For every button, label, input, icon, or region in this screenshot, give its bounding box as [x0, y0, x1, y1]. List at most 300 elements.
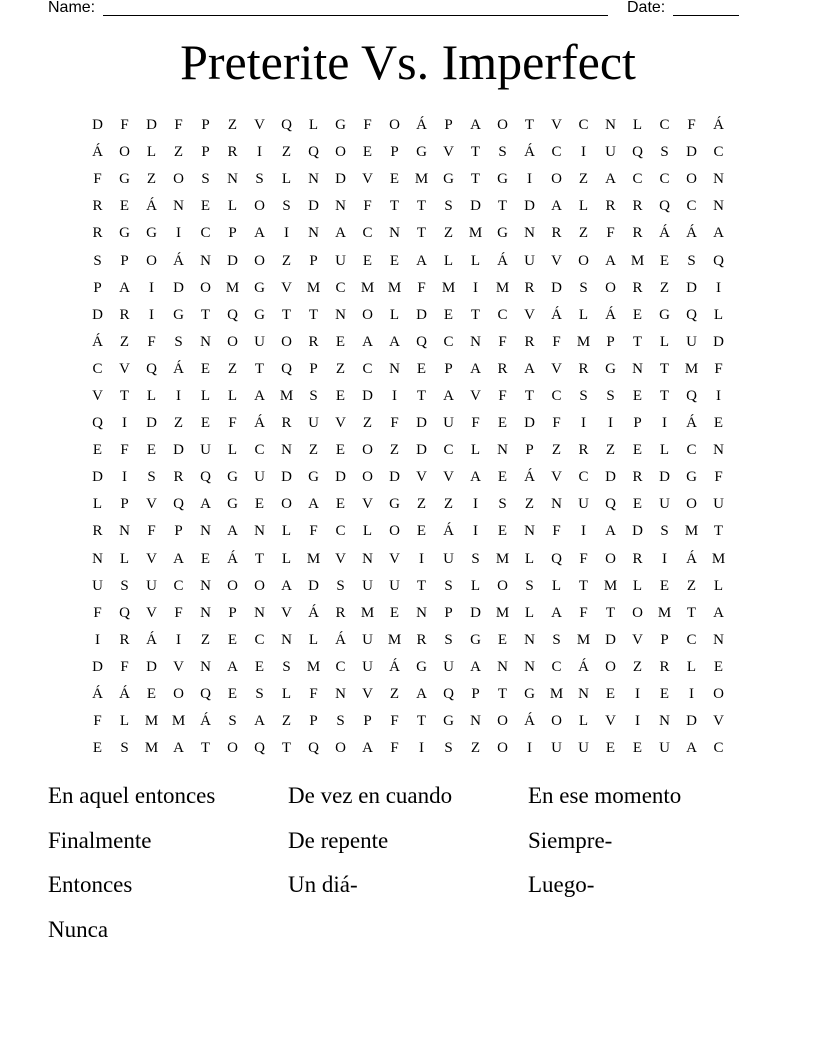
grid-letter: T: [416, 225, 427, 242]
grid-letter: Q: [713, 252, 724, 269]
grid-letter: V: [119, 360, 130, 377]
grid-letter: Z: [443, 496, 454, 513]
grid-letter: I: [662, 415, 667, 432]
grid-letter: O: [605, 550, 616, 567]
grid-letter: T: [308, 306, 319, 323]
grid-letter: O: [119, 144, 130, 161]
grid-letter: R: [578, 360, 589, 377]
grid-letter: O: [497, 740, 508, 757]
grid-letter: T: [416, 577, 427, 594]
grid-letter: N: [524, 523, 535, 540]
grid-letter: O: [335, 740, 346, 757]
grid-letter: E: [200, 415, 211, 432]
grid-letter: I: [149, 279, 154, 296]
grid-letter: E: [389, 171, 400, 188]
grid-letter: F: [714, 469, 723, 486]
grid-letter: C: [551, 387, 562, 404]
grid-letter: U: [578, 496, 589, 513]
grid-letter: F: [390, 740, 399, 757]
grid-letter: O: [497, 117, 508, 134]
grid-letter: S: [309, 387, 318, 404]
grid-letter: T: [632, 333, 643, 350]
grid-letter: G: [470, 631, 481, 648]
grid-letter: S: [120, 577, 129, 594]
grid-letter: M: [144, 740, 159, 757]
grid-letter: N: [524, 225, 535, 242]
grid-letter: P: [363, 713, 372, 730]
grid-letter: N: [470, 333, 481, 350]
grid-letter: A: [416, 686, 427, 703]
grid-letter: R: [551, 225, 562, 242]
grid-letter: L: [578, 198, 589, 215]
grid-letter: G: [119, 171, 130, 188]
grid-letter: R: [173, 469, 184, 486]
grid-letter: C: [578, 117, 589, 134]
grid-letter: O: [632, 604, 643, 621]
grid-letter: E: [713, 415, 724, 432]
grid-letter: Á: [92, 144, 103, 161]
grid-letter: E: [497, 469, 508, 486]
grid-letter: N: [335, 686, 346, 703]
grid-letter: Z: [578, 171, 589, 188]
grid-letter: V: [443, 469, 454, 486]
grid-letter: Á: [92, 686, 103, 703]
grid-letter: F: [552, 523, 561, 540]
grid-letter: P: [93, 279, 102, 296]
grid-letter: E: [92, 442, 103, 459]
grid-letter: O: [200, 279, 211, 296]
grid-letter: N: [335, 306, 346, 323]
grid-letter: Q: [308, 740, 319, 757]
grid-letter: M: [684, 360, 699, 377]
grid-letter: M: [549, 686, 564, 703]
grid-letter: O: [578, 252, 589, 269]
grid-letter: S: [174, 333, 183, 350]
grid-letter: N: [713, 442, 724, 459]
grid-letter: F: [498, 333, 507, 350]
word-list-item: De vez en cuando: [288, 783, 453, 808]
grid-letter: P: [201, 117, 210, 134]
grid-letter: C: [92, 360, 103, 377]
grid-letter: Á: [524, 144, 535, 161]
grid-letter: F: [93, 171, 102, 188]
grid-letter: N: [281, 631, 292, 648]
grid-letter: T: [713, 523, 724, 540]
grid-letter: P: [174, 523, 183, 540]
grid-letter: F: [606, 225, 615, 242]
grid-letter: C: [578, 469, 589, 486]
grid-letter: O: [173, 171, 184, 188]
grid-letter: V: [713, 713, 724, 730]
grid-letter: S: [552, 631, 561, 648]
grid-letter: D: [551, 279, 562, 296]
grid-letter: U: [335, 252, 346, 269]
grid-letter: R: [632, 225, 643, 242]
grid-letter: F: [552, 333, 561, 350]
grid-letter: N: [200, 252, 211, 269]
grid-letter: V: [335, 415, 346, 432]
grid-letter: N: [308, 171, 319, 188]
grid-letter: L: [227, 442, 238, 459]
grid-letter: N: [308, 225, 319, 242]
grid-letter: V: [551, 469, 562, 486]
grid-letter: S: [579, 279, 588, 296]
grid-letter: P: [228, 604, 237, 621]
grid-letter: L: [281, 171, 292, 188]
grid-letter: E: [443, 306, 454, 323]
grid-letter: F: [147, 333, 156, 350]
grid-letter: Z: [578, 225, 589, 242]
grid-letter: I: [716, 387, 721, 404]
grid-letter: A: [119, 279, 130, 296]
grid-letter: D: [524, 415, 535, 432]
grid-letter: Q: [551, 550, 562, 567]
grid-letter: R: [281, 415, 292, 432]
grid-letter: R: [524, 333, 535, 350]
header: [0, 0, 816, 20]
grid-letter: F: [471, 415, 480, 432]
grid-letter: Z: [362, 415, 373, 432]
grid-letter: C: [362, 225, 373, 242]
grid-letter: O: [254, 198, 265, 215]
grid-letter: D: [335, 171, 346, 188]
grid-letter: Z: [308, 442, 319, 459]
grid-letter: V: [335, 550, 346, 567]
grid-letter: L: [146, 387, 157, 404]
grid-letter: P: [309, 360, 318, 377]
grid-letter: M: [306, 658, 321, 675]
grid-letter: L: [659, 333, 670, 350]
grid-letter: O: [551, 713, 562, 730]
grid-letter: N: [713, 631, 724, 648]
grid-letter: G: [227, 496, 238, 513]
grid-letter: E: [497, 415, 508, 432]
grid-letter: G: [659, 306, 670, 323]
grid-letter: N: [578, 686, 589, 703]
grid-letter: I: [635, 686, 640, 703]
grid-letter: G: [254, 306, 265, 323]
grid-letter: V: [551, 252, 562, 269]
grid-letter: S: [147, 469, 156, 486]
grid-letter: E: [335, 442, 346, 459]
grid-letter: G: [605, 360, 616, 377]
grid-letter: Á: [551, 306, 562, 323]
grid-letter: O: [551, 171, 562, 188]
grid-letter: E: [632, 387, 643, 404]
grid-letter: R: [92, 225, 103, 242]
grid-letter: S: [444, 577, 453, 594]
grid-letter: Á: [524, 713, 535, 730]
grid-letter: I: [176, 387, 181, 404]
grid-letter: A: [362, 740, 373, 757]
grid-letter: C: [686, 442, 697, 459]
grid-letter: I: [527, 740, 532, 757]
grid-letter: R: [659, 658, 670, 675]
grid-letter: P: [444, 604, 453, 621]
grid-letter: E: [254, 658, 265, 675]
grid-letter: Á: [335, 631, 346, 648]
grid-letter: O: [686, 496, 697, 513]
grid-letter: M: [225, 279, 240, 296]
grid-letter: S: [93, 252, 102, 269]
grid-letter: L: [362, 523, 373, 540]
grid-letter: D: [713, 333, 724, 350]
grid-letter: M: [387, 279, 402, 296]
grid-letter: C: [713, 740, 724, 757]
grid-letter: I: [581, 415, 586, 432]
grid-letter: E: [362, 252, 373, 269]
grid-letter: A: [713, 604, 724, 621]
grid-letter: M: [360, 279, 375, 296]
grid-letter: F: [174, 117, 183, 134]
grid-letter: I: [392, 387, 397, 404]
grid-letter: R: [605, 198, 616, 215]
grid-letter: V: [551, 360, 562, 377]
grid-letter: D: [173, 442, 184, 459]
grid-letter: C: [335, 279, 346, 296]
grid-letter: C: [443, 333, 454, 350]
grid-letter: Q: [686, 387, 697, 404]
grid-letter: Q: [686, 306, 697, 323]
grid-letter: E: [227, 631, 238, 648]
grid-letter: I: [419, 740, 424, 757]
grid-letter: N: [362, 550, 373, 567]
grid-letter: E: [389, 252, 400, 269]
grid-letter: G: [497, 225, 508, 242]
grid-letter: S: [444, 631, 453, 648]
grid-letter: I: [608, 415, 613, 432]
grid-letter: Á: [173, 252, 184, 269]
grid-letter: M: [306, 279, 321, 296]
grid-letter: D: [92, 306, 103, 323]
grid-letter: Z: [389, 686, 400, 703]
grid-letter: N: [200, 523, 211, 540]
grid-letter: I: [716, 279, 721, 296]
grid-letter: L: [470, 577, 481, 594]
grid-letter: O: [497, 713, 508, 730]
grid-letter: O: [281, 496, 292, 513]
grid-letter: R: [632, 550, 643, 567]
grid-letter: R: [632, 198, 643, 215]
grid-letter: L: [281, 523, 292, 540]
grid-letter: V: [416, 469, 427, 486]
grid-letter: P: [309, 713, 318, 730]
date-blank-line[interactable]: [673, 15, 739, 16]
grid-letter: M: [306, 550, 321, 567]
grid-letter: N: [632, 360, 643, 377]
grid-letter: N: [470, 713, 481, 730]
grid-letter: F: [309, 686, 318, 703]
grid-letter: Z: [281, 144, 292, 161]
grid-letter: E: [713, 658, 724, 675]
grid-letter: N: [227, 171, 238, 188]
name-label: Name:: [48, 0, 96, 16]
grid-letter: L: [470, 442, 481, 459]
grid-letter: Á: [227, 550, 238, 567]
grid-letter: Z: [389, 442, 400, 459]
grid-letter: F: [147, 523, 156, 540]
grid-letter: N: [173, 198, 184, 215]
grid-letter: U: [578, 740, 589, 757]
grid-letter: T: [470, 306, 481, 323]
grid-letter: N: [200, 333, 211, 350]
grid-letter: M: [414, 171, 429, 188]
grid-letter: C: [632, 171, 643, 188]
grid-letter: U: [443, 658, 454, 675]
grid-letter: F: [120, 442, 129, 459]
grid-letter: Q: [200, 686, 211, 703]
grid-letter: Z: [119, 333, 130, 350]
grid-letter: L: [713, 306, 724, 323]
grid-letter: Z: [173, 144, 184, 161]
grid-letter: M: [387, 631, 402, 648]
grid-letter: V: [362, 686, 373, 703]
grid-letter: D: [335, 469, 346, 486]
grid-letter: F: [363, 198, 372, 215]
grid-letter: N: [713, 198, 724, 215]
grid-letter: S: [255, 171, 264, 188]
grid-letter: E: [200, 198, 211, 215]
grid-letter: N: [605, 117, 616, 134]
grid-letter: O: [497, 577, 508, 594]
grid-letter: Á: [686, 415, 697, 432]
grid-letter: L: [470, 252, 481, 269]
grid-letter: Z: [173, 415, 184, 432]
grid-letter: D: [92, 658, 103, 675]
grid-letter: D: [362, 387, 373, 404]
page-title: Preterite Vs. Imperfect: [180, 34, 636, 90]
grid-letter: O: [173, 686, 184, 703]
grid-letter: I: [284, 225, 289, 242]
grid-letter: O: [605, 279, 616, 296]
grid-letter: M: [576, 333, 591, 350]
word-list-item: De repente: [288, 827, 389, 853]
grid-letter: Z: [227, 117, 238, 134]
grid-letter: M: [360, 604, 375, 621]
grid-letter: F: [93, 713, 102, 730]
grid-letter: A: [605, 171, 616, 188]
grid-letter: M: [495, 604, 510, 621]
grid-letter: E: [659, 577, 670, 594]
grid-letter: Q: [443, 686, 454, 703]
grid-letter: Á: [119, 686, 130, 703]
grid-letter: F: [363, 117, 372, 134]
grid-letter: D: [146, 415, 157, 432]
grid-letter: D: [416, 306, 427, 323]
grid-letter: A: [551, 604, 562, 621]
grid-letter: V: [443, 144, 454, 161]
grid-letter: C: [713, 144, 724, 161]
grid-letter: G: [308, 469, 319, 486]
grid-letter: G: [173, 306, 184, 323]
grid-letter: C: [254, 631, 265, 648]
grid-letter: R: [227, 144, 238, 161]
grid-letter: E: [254, 496, 265, 513]
grid-letter: A: [605, 252, 616, 269]
grid-letter: Á: [92, 333, 103, 350]
grid-letter: C: [173, 577, 184, 594]
grid-letter: D: [686, 713, 697, 730]
grid-letter: U: [200, 442, 211, 459]
grid-letter: D: [92, 469, 103, 486]
grid-letter: T: [524, 117, 535, 134]
grid-letter: E: [389, 604, 400, 621]
grid-letter: U: [659, 496, 670, 513]
grid-letter: N: [119, 523, 130, 540]
grid-letter: U: [605, 144, 616, 161]
grid-letter: A: [254, 713, 265, 730]
grid-letter: G: [686, 469, 697, 486]
grid-letter: S: [255, 686, 264, 703]
grid-letter: G: [443, 171, 454, 188]
grid-letter: V: [524, 306, 535, 323]
grid-letter: O: [146, 252, 157, 269]
grid-letter: V: [92, 387, 103, 404]
grid-letter: P: [471, 686, 480, 703]
grid-letter: T: [416, 387, 427, 404]
grid-letter: D: [524, 198, 535, 215]
grid-letter: O: [227, 577, 238, 594]
grid-letter: R: [92, 198, 103, 215]
grid-letter: Á: [578, 658, 589, 675]
grid-letter: R: [335, 604, 346, 621]
grid-letter: E: [119, 198, 130, 215]
grid-letter: G: [416, 658, 427, 675]
grid-letter: F: [93, 604, 102, 621]
grid-letter: G: [389, 496, 400, 513]
grid-letter: G: [119, 225, 130, 242]
name-blank-line[interactable]: [103, 15, 608, 16]
date-label: Date:: [627, 0, 666, 16]
grid-letter: S: [579, 387, 588, 404]
grid-letter: T: [416, 713, 427, 730]
grid-letter: A: [227, 658, 238, 675]
grid-letter: M: [630, 252, 645, 269]
grid-letter: Q: [659, 198, 670, 215]
grid-letter: I: [662, 550, 667, 567]
grid-letter: O: [254, 252, 265, 269]
grid-letter: O: [686, 171, 697, 188]
grid-letter: Z: [281, 713, 292, 730]
grid-letter: T: [281, 306, 292, 323]
grid-letter: D: [632, 523, 643, 540]
grid-letter: Z: [227, 360, 238, 377]
grid-letter: R: [92, 523, 103, 540]
grid-letter: Z: [605, 442, 616, 459]
grid-letter: C: [335, 658, 346, 675]
grid-letter: P: [525, 442, 534, 459]
grid-letter: S: [660, 144, 669, 161]
grid-letter: T: [200, 740, 211, 757]
grid-letter: Q: [416, 333, 427, 350]
grid-letter: N: [713, 171, 724, 188]
grid-letter: Á: [605, 306, 616, 323]
grid-letter: Z: [416, 496, 427, 513]
grid-letter: R: [119, 306, 130, 323]
grid-letter: T: [470, 171, 481, 188]
grid-letter: N: [551, 496, 562, 513]
grid-letter: A: [713, 225, 724, 242]
grid-letter: S: [336, 713, 345, 730]
grid-letter: T: [416, 198, 427, 215]
grid-letter: A: [362, 333, 373, 350]
grid-letter: A: [173, 550, 184, 567]
grid-letter: M: [441, 279, 456, 296]
grid-letter: I: [257, 144, 262, 161]
grid-letter: R: [524, 279, 535, 296]
grid-letter: A: [254, 225, 265, 242]
grid-letter: Z: [524, 496, 535, 513]
